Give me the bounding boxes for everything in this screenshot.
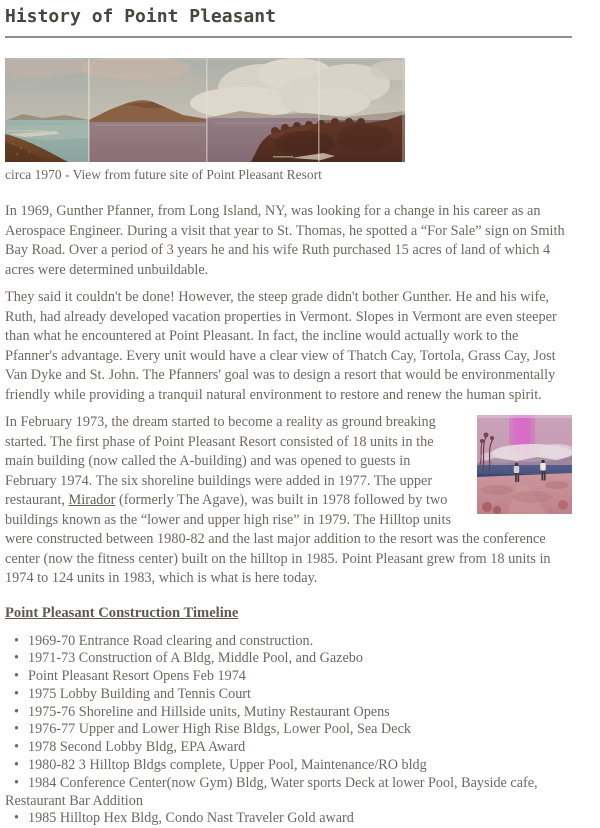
timeline-item: • 1976-77 Upper and Lower High Rise Bldgs, Lower Pool, Sea Deck bbox=[5, 721, 572, 739]
paragraph-construction bbox=[5, 413, 572, 589]
panorama-photo bbox=[5, 58, 405, 162]
page-title: History of Point Pleasant bbox=[5, 6, 572, 28]
timeline-item: • 1975-76 Shoreline and Hillside units, Mutiny Restaurant Opens bbox=[5, 704, 572, 722]
timeline-item: • 1975 Lobby Building and Tennis Court bbox=[5, 686, 572, 704]
masthead bbox=[5, 6, 572, 38]
panorama-photo-illustration bbox=[5, 58, 405, 162]
mirador-link[interactable]: Mirador bbox=[69, 492, 116, 508]
hillside-groundbreaking-photo bbox=[477, 415, 572, 514]
paragraph-intro: In 1969, Gunther Pfanner, from Long Island, NY, was looking for a change in his career as an Aerospace Engineer. During a visit that year to St. Thomas, he spotted a “For Sale” sign on Smith Bay Road. Over a period of 3 years he and his wife Ruth purchased 15 acres of land of which 4 acres were determined unbuildable. bbox=[5, 202, 572, 280]
paragraph-construction-text-after: (formerly The Agave), was built in 1978 followed by two buildings known as the “lower and upper high rise” in 1979. The Hilltop units were constructed between 1980-82 and the last major addition to the resort was the conference center (now the fitness center) built on the hilltop in 1985. Point Pleasant grew from 18 units in 1974 to 124 units in 1983, which is what is here today. bbox=[5, 492, 551, 586]
hillside-photo-illustration bbox=[477, 415, 572, 514]
timeline-item: • 1971-73 Construction of A Bldg, Middle Pool, and Gazebo bbox=[5, 650, 572, 668]
timeline-item: • 1984 Conference Center(now Gym) Bldg, Water sports Deck at lower Pool, Bayside cafe, Restaurant Bar Addition bbox=[5, 775, 572, 811]
timeline-item: • 1985 Hilltop Hex Bldg, Condo Nast Traveler Gold award bbox=[5, 810, 572, 828]
timeline-heading: Point Pleasant Construction Timeline bbox=[5, 603, 572, 623]
timeline-list bbox=[5, 633, 572, 828]
timeline-item: • Point Pleasant Resort Opens Feb 1974 bbox=[5, 668, 572, 686]
timeline-item: • 1980-82 3 Hilltop Bldgs complete, Upper Pool, Maintenance/RO bldg bbox=[5, 757, 572, 775]
paragraph-vision: They said it couldn't be done! However, the steep grade didn't bother Gunther. He and his wife, Ruth, had already developed vacation properties in Vermont. Slopes in Vermont are even steeper than what he encountered at Point Pleasant. In fact, the incline would actually work to the Pfanner's advantage. Every unit would have a clear view of Thatch Cay, Tortola, Grass Cay, Jost Van Dyke and St. John. The Pfanners' goal was to design a resort that would be environmentally friendly while providing a tranquil natural environment to restore and renew the human spirit. bbox=[5, 288, 572, 405]
paragraph-construction-text-before: In February 1973, the dream started to become a reality as ground breaking started. The first phase of Point Pleasant Resort consisted of 18 units in the main building (now called the A-building) and was opened to guests in February 1974. The six shoreline buildings were added in 1977. The upper restaurant, bbox=[5, 414, 436, 508]
timeline-item: • 1978 Second Lobby Bldg, EPA Award bbox=[5, 739, 572, 757]
photo-caption: circa 1970 - View from future site of Point Pleasant Resort bbox=[5, 166, 572, 184]
timeline-item: • 1969-70 Entrance Road clearing and construction. bbox=[5, 633, 572, 651]
